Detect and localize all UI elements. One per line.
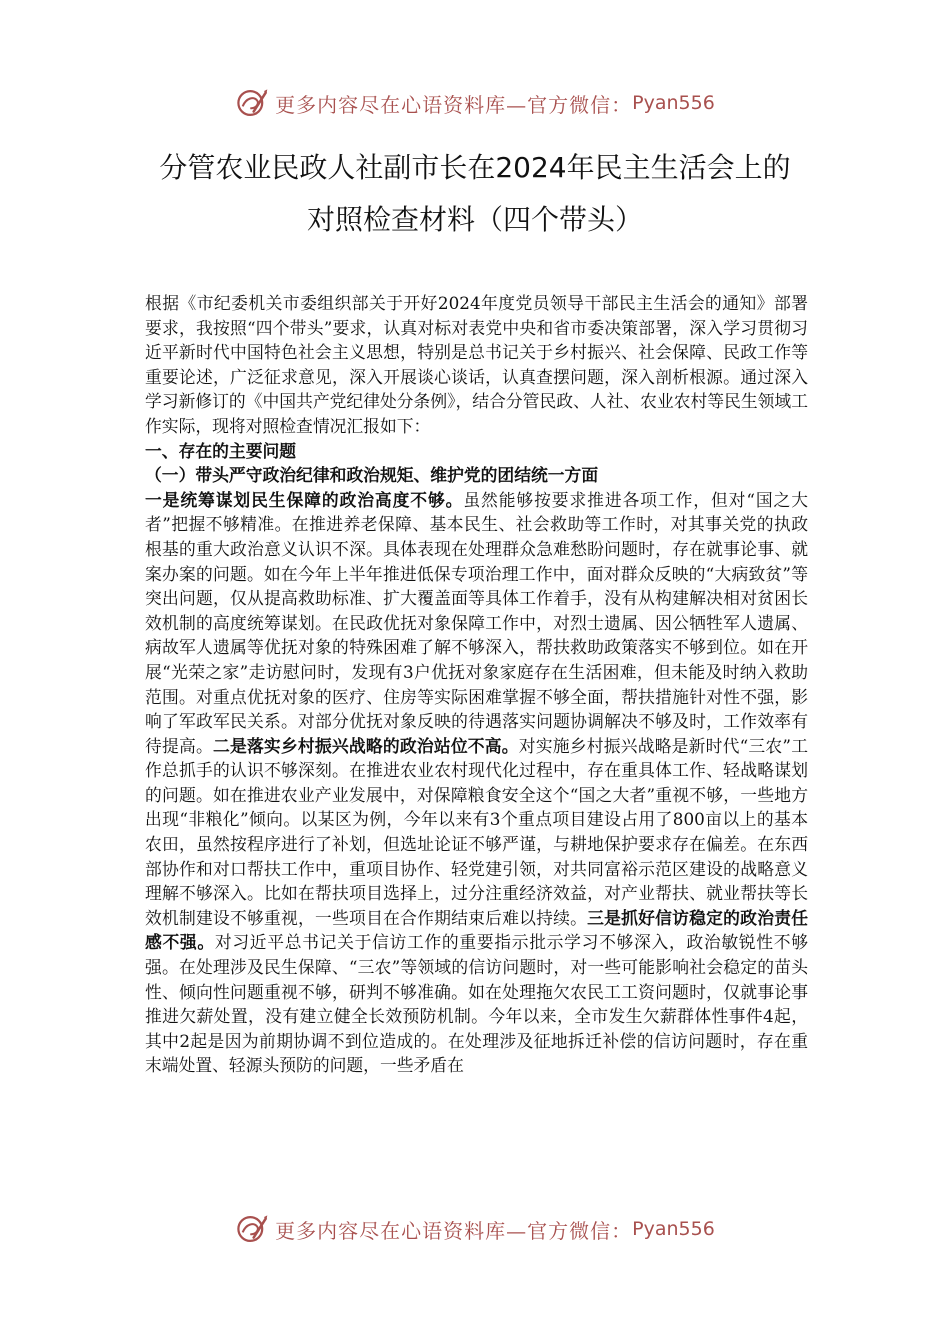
point-2-body: 对实施乡村振兴战略是新时代“三农”工作总抓手的认识不够深刻。在推进农业农村现代化过程中，存在重具体工作、轻战略谋划的问题。如在推进农业产业发展中，对保障粮食安全这个“国之大者”重视不够，一些地方出现“非粮化”倾向。以某区为例，今年以来有3个重点项目建设占用了800亩以上的基本农田，虽然按程序进行了补划，但选址论证不够严谨，与耕地保护要求存在偏差。在东西部协作和对口帮扶工作中，重项目协作、轻党建引领，对共同富裕示范区建设的战略意义理解不够深入。比如在帮扶项目选择上，过分注重经济效益，对产业帮扶、就业帮扶等长效机制建设不够重视，一些项目在合作期结束后难以持续。 [145,735,808,928]
watermark-text: 更多内容尽在心语资料库—官方微信： [275,1218,633,1243]
problems-paragraph [145,488,808,1078]
watermark-text: 更多内容尽在心语资料库—官方微信： [275,92,633,117]
point-3-body: 对习近平总书记关于信访工作的重要指示批示学习不够深入，政治敏锐性不够强。在处理涉及民生保障、“三农”等领域的信访问题时，对一些可能影响社会稳定的苗头性、倾向性问题重视不够，研判不够准确。如在处理拖欠农民工工资问题时，仅就事论事推进欠薪处置，没有建立健全长效预防机制。今年以来，全市发生欠薪群体性事件4起，其中2起是因为前期协调不到位造成的。在处理涉及征地拆迁补偿的信访问题时，存在重末端处置、轻源头预防的问题，一些矛盾在 [145,932,808,1076]
swirl-pen-logo-icon [235,86,269,120]
document-title [100,142,850,246]
watermark-wechat-id: Pyan556 [632,92,715,114]
point-1-lead: 一是统筹谋划民生保障的政治高度不够。 [145,489,464,510]
title-line-1: 分管农业民政人社副市长在2024年民主生活会上的 [159,151,791,184]
point-3-lead: 三是抓好信访稳定的政治责任感不强。 [145,907,808,953]
watermark-footer [0,1209,950,1249]
watermark-wechat-id: Pyan556 [632,1218,715,1240]
point-1-body: 虽然能够按要求推进各项工作，但对“国之大者”把握不够精准。在推进养老保障、基本民生、社会救助等工作时，对其事关党的执政根基的重大政治意义认识不深。具体表现在处理群众急难愁盼问题时，存在就事论事、就案办案的问题。如在今年上半年推进低保专项治理工作中，面对群众反映的“大病致贫”等突出问题，仅从提高救助标准、扩大覆盖面等具体工作着手，没有从构建解决相对贫困长效机制的高度统筹谋划。在民政优抚对象保障工作中，对烈士遗属、因公牺牲军人遗属、病故军人遗属等优抚对象的特殊困难了解不够深入，帮扶救助政策落实不够到位。如在开展“光荣之家”走访慰问时，发现有3户优抚对象家庭存在生活困难，但未能及时纳入救助范围。对重点优抚对象的医疗、住房等实际困难掌握不够全面，帮扶措施针对性不强，影响了军政军民关系。对部分优抚对象反映的待遇落实问题协调解决不够及时，工作效率有待提高。 [145,489,808,756]
document-body [145,291,808,1078]
section-heading-1: 一、存在的主要问题 [145,440,297,461]
watermark-header [0,83,950,123]
title-line-2: 对照检查材料（四个带头） [306,203,643,236]
intro-paragraph: 根据《市纪委机关市委组织部关于开好2024年度党员领导干部民主生活会的通知》部署要求，我按照“四个带头”要求，认真对标对表党中央和省市委决策部署，深入学习贯彻习近平新时代中国特色社会主义思想，特别是总书记关于乡村振兴、社会保障、民政工作等重要论述，广泛征求意见，深入开展谈心谈话，认真查摆问题，深入剖析根源。通过深入学习新修订的《中国共产党纪律处分条例》，结合分管民政、人社、农业农村等民生领域工作实际，现将对照检查情况汇报如下： [145,293,808,436]
swirl-pen-logo-icon [235,1212,269,1246]
point-2-lead: 二是落实乡村振兴战略的政治站位不高。 [212,735,519,756]
section-heading-2: （一）带头严守政治纪律和政治规矩、维护党的团结统一方面 [145,465,599,486]
